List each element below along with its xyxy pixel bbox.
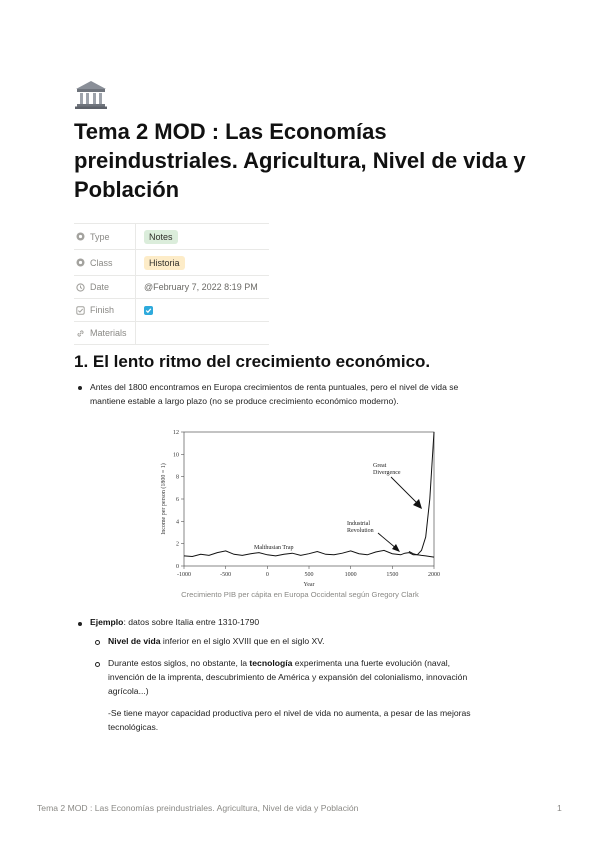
annotation-industrial-line2: Revolution: [347, 528, 374, 534]
y-tick-label: 2: [176, 541, 179, 548]
y-tick-label: 8: [176, 474, 179, 481]
x-axis-label: Year: [303, 582, 315, 588]
annotation-malthusian-trap: Malthusian Trap: [254, 545, 294, 551]
check-icon: [145, 307, 152, 314]
checkbox-icon: [76, 306, 85, 315]
property-row-finish[interactable]: [74, 299, 269, 322]
date-value: @February 7, 2022 8:19 PM: [144, 282, 258, 292]
sub-bullet-ring: [95, 662, 100, 667]
class-tag[interactable]: Historia: [144, 256, 185, 270]
clock-icon: [76, 283, 85, 292]
classical-building-icon: [74, 80, 108, 110]
y-tick-label: 4: [176, 519, 179, 526]
property-row-materials[interactable]: [74, 322, 269, 345]
property-row-type[interactable]: [74, 224, 269, 250]
x-tick-label: 2000: [428, 572, 440, 578]
x-tick-label: -500: [220, 572, 232, 578]
arrowhead-industrial: [392, 544, 400, 552]
series-line-main: [184, 432, 434, 557]
note-line-2: tecnológicas.: [108, 722, 159, 732]
bullet-1-line-2: mantiene estable a largo plazo (no se produce crecimiento económico moderno).: [90, 396, 399, 406]
y-tick-label: 0: [176, 564, 179, 570]
x-tick-label: 1500: [386, 572, 399, 578]
property-row-class[interactable]: [74, 250, 269, 276]
annotation-industrial-line1: Industrial: [347, 521, 370, 527]
note-line-1: -Se tiene mayor capacidad productiva pero el nivel de vida no aumenta, a pesar de las mejoras: [108, 708, 471, 718]
sub-bullet-2-line-1: Durante estos siglos, no obstante, la tecnología experimenta una fuerte evolución (naval,: [108, 658, 451, 668]
section-heading: 1. El lento ritmo del crecimiento económico.: [74, 352, 431, 371]
property-row-date[interactable]: [74, 276, 269, 299]
annotation-great-line2: Divergence: [373, 470, 401, 476]
x-tick-label: 0: [265, 572, 269, 578]
x-tick-label: 500: [304, 572, 314, 578]
footer-title: Tema 2 MOD : Las Economías preindustriales. Agricultura, Nivel de vida y Población: [37, 803, 359, 813]
sub-bullet-1: Nivel de vida inferior en el siglo XVIII que en el siglo XV.: [108, 636, 325, 646]
y-axis-label: Income per person (1800 = 1): [161, 463, 167, 535]
arrow-divergence: [391, 477, 418, 504]
annotation-great-line1: Great: [373, 463, 387, 469]
class-icon: [76, 258, 85, 267]
example-line: Ejemplo: datos sobre Italia entre 1310-1790: [90, 617, 260, 627]
page-title: Tema 2 MOD : Las Economías preindustriales. Agricultura, Nivel de vida y Población: [74, 119, 526, 202]
type-tag[interactable]: Notes: [144, 230, 178, 244]
x-tick-label: -1000: [177, 572, 191, 578]
property-key-label: Class: [90, 257, 113, 268]
type-icon: [76, 232, 85, 241]
sub-bullet-ring: [95, 640, 100, 645]
properties-table: [74, 223, 269, 345]
finish-checkbox[interactable]: [144, 306, 153, 315]
y-tick-label: 6: [176, 497, 179, 503]
gdp-chart: [156, 426, 446, 588]
bullet-dot: [78, 386, 82, 390]
link-icon: [76, 329, 85, 338]
sub-bullet-2-line-3: agrícola...): [108, 686, 149, 696]
figure-caption: Crecimiento PIB per cápita en Europa Occidental según Gregory Clark: [181, 590, 419, 599]
bullet-dot: [78, 622, 82, 626]
property-key-label: Date: [90, 282, 110, 292]
y-tick-label: 12: [173, 430, 179, 436]
property-key-label: Finish: [90, 305, 115, 315]
property-key-label: Type: [90, 231, 110, 242]
x-tick-label: 1000: [344, 572, 357, 578]
sub-bullet-2-line-2: invención de la imprenta, descubrimiento de América y expansión del colonialismo, innovación: [108, 672, 468, 682]
materials-value: [136, 322, 269, 344]
property-key-label: Materials: [90, 328, 127, 338]
y-tick-label: 10: [173, 452, 179, 459]
bullet-1-line-1: Antes del 1800 encontramos en Europa crecimientos de renta puntuales, pero el nivel de vida se: [90, 382, 459, 392]
page-number: 1: [557, 803, 562, 813]
